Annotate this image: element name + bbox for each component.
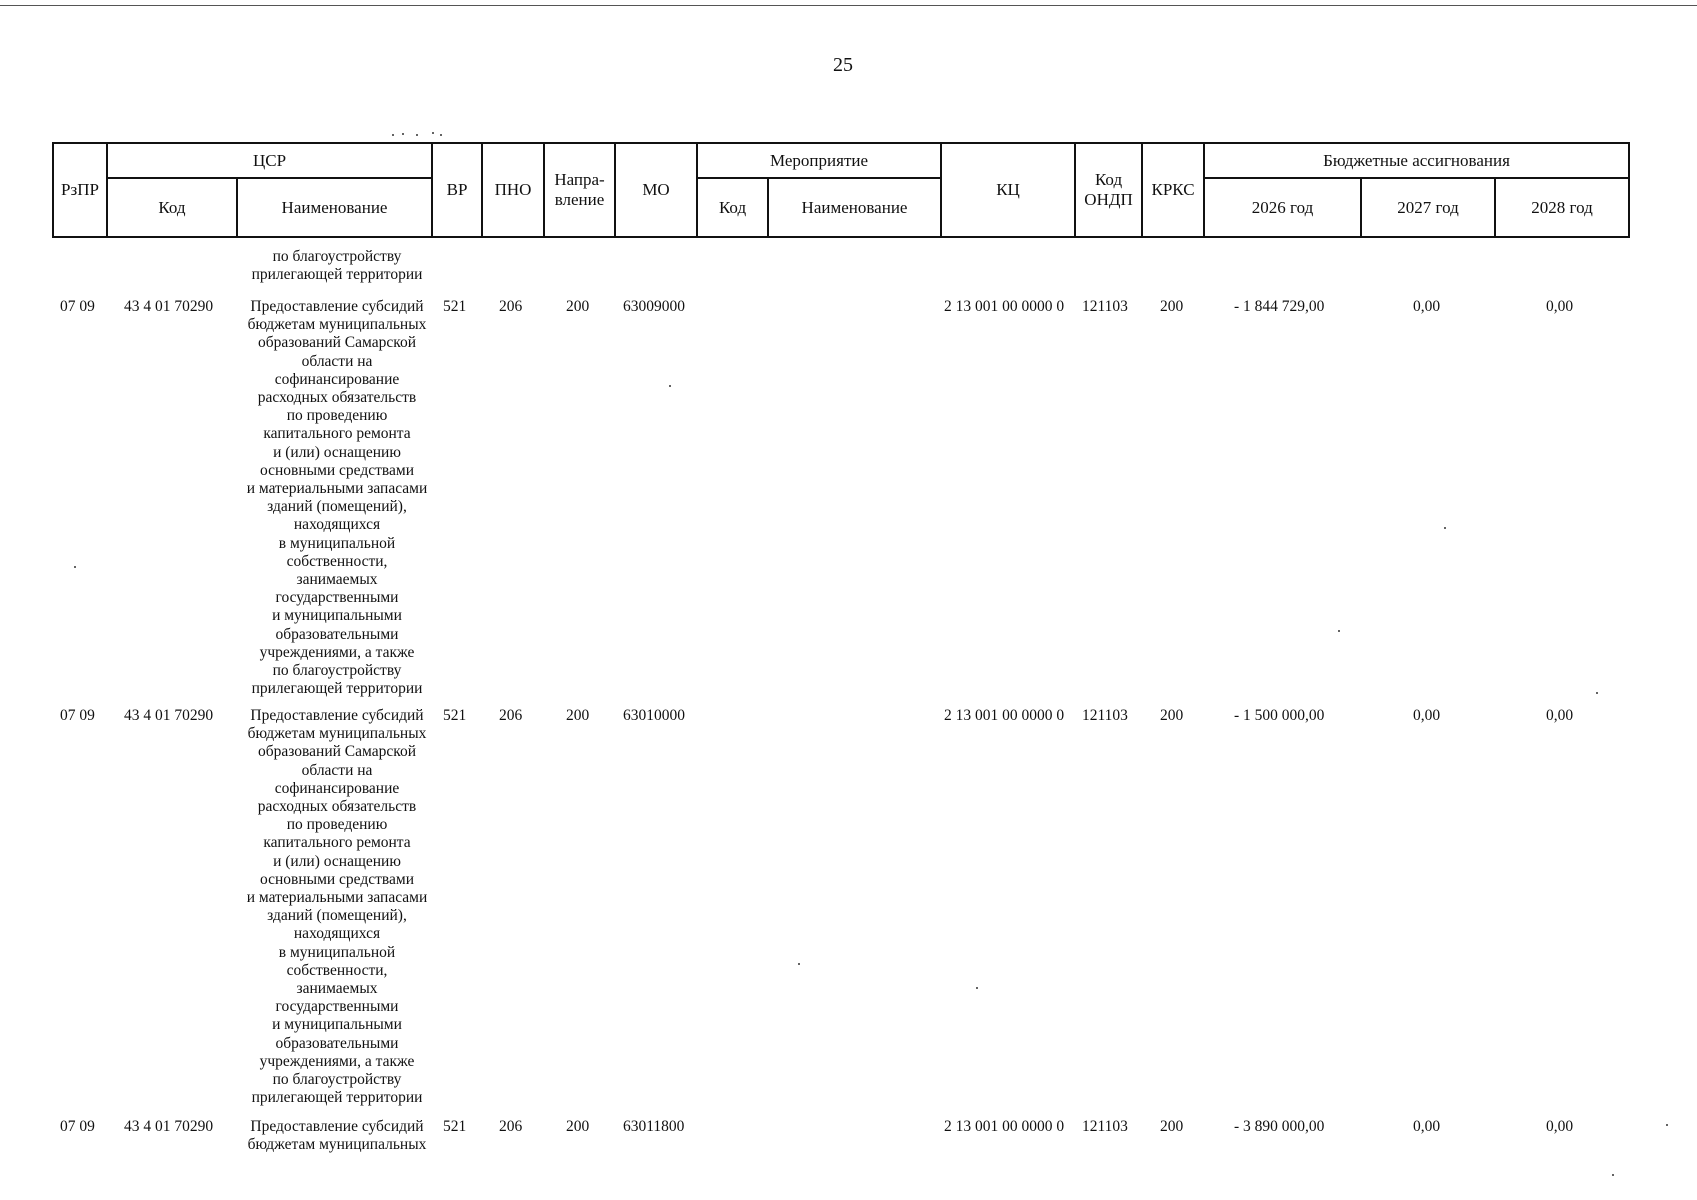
scan-speck — [1444, 527, 1446, 529]
row-pno: 206 — [499, 707, 523, 724]
row-y2028: 0,00 — [1546, 1118, 1574, 1135]
row-kc: 2 13 001 00 0000 0 — [944, 707, 1065, 724]
row-csr-code: 43 4 01 70290 — [124, 1118, 214, 1135]
row-ondp: 121103 — [1082, 298, 1128, 315]
row-name: Предоставление субсидий бюджетам муниципальных образований Самарской области на софинансирование расходных обязательств по проведению капитального ремонта и (или) оснащению основными средствами и материальными запасами зданий (помещений), находящихся в муниципальной собственности, занимаемых государственными и муниципальными образовательными учреждениями, а также по благоустройству прилегающей территории — [246, 298, 428, 698]
header-year-2027: 2027 год — [1361, 178, 1495, 237]
scan-speck — [74, 566, 76, 568]
continuation-name: по благоустройству прилегающей территории — [251, 248, 423, 284]
row-vr: 521 — [443, 1118, 467, 1135]
scan-speck — [798, 963, 800, 965]
scan-speck — [392, 134, 394, 136]
scan-speck — [976, 987, 978, 989]
row-rzpr: 07 09 — [60, 707, 95, 724]
header-year-2026: 2026 год — [1204, 178, 1361, 237]
header-event: Мероприятие — [697, 143, 941, 178]
row-mo: 63009000 — [623, 298, 685, 315]
row-pno: 206 — [499, 298, 523, 315]
row-vr: 521 — [443, 298, 467, 315]
row-direction: 200 — [566, 707, 590, 724]
row-vr: 521 — [443, 707, 467, 724]
header-year-2028: 2028 год — [1495, 178, 1629, 237]
scan-speck — [402, 133, 404, 135]
header-event-code: Код — [697, 178, 768, 237]
row-y2027: 0,00 — [1413, 707, 1441, 724]
row-y2028: 0,00 — [1546, 298, 1574, 315]
row-y2027: 0,00 — [1413, 1118, 1441, 1135]
header-csr: ЦСР — [107, 143, 432, 178]
scan-speck — [669, 385, 671, 387]
row-y2026: - 1 844 729,00 — [1234, 298, 1325, 315]
header-pno: ПНО — [482, 143, 544, 237]
row-kc: 2 13 001 00 0000 0 — [944, 1118, 1065, 1135]
row-krks: 200 — [1160, 707, 1184, 724]
header-rzpr: РзПР — [53, 143, 107, 237]
row-name: Предоставление субсидий бюджетам муниципальных образований Самарской области на софинансирование расходных обязательств по проведению капитального ремонта и (или) оснащению основными средствами и материальными запасами зданий (помещений), находящихся в муниципальной собственности, занимаемых государственными и муниципальными образовательными учреждениями, а также по благоустройству прилегающей территории — [246, 707, 428, 1107]
top-rule — [0, 5, 1697, 6]
row-name: Предоставление субсидий бюджетам муниципальных — [247, 1118, 427, 1154]
header-csr-code: Код — [107, 178, 237, 237]
row-rzpr: 07 09 — [60, 1118, 95, 1135]
header-vr: ВР — [432, 143, 482, 237]
row-krks: 200 — [1160, 298, 1184, 315]
row-rzpr: 07 09 — [60, 298, 95, 315]
scan-speck — [440, 134, 442, 136]
scan-speck — [1612, 1174, 1614, 1176]
row-y2026: - 1 500 000,00 — [1234, 707, 1325, 724]
row-direction: 200 — [566, 298, 590, 315]
header-budget: Бюджетные ассигнования — [1204, 143, 1629, 178]
row-y2028: 0,00 — [1546, 707, 1574, 724]
row-direction: 200 — [566, 1118, 590, 1135]
scan-speck — [1666, 1124, 1668, 1126]
row-csr-code: 43 4 01 70290 — [124, 707, 214, 724]
scan-speck — [1596, 692, 1598, 694]
header-csr-name: Наименование — [237, 178, 432, 237]
page-number: 25 — [833, 54, 853, 76]
scan-speck — [416, 134, 418, 136]
row-y2026: - 3 890 000,00 — [1234, 1118, 1325, 1135]
header-krks: КРКС — [1142, 143, 1204, 237]
scan-speck — [1338, 630, 1340, 632]
table-header — [52, 142, 1630, 238]
row-mo: 63011800 — [623, 1118, 685, 1135]
header-kc: КЦ — [941, 143, 1075, 237]
row-ondp: 121103 — [1082, 707, 1128, 724]
row-csr-code: 43 4 01 70290 — [124, 298, 214, 315]
header-direction: Напра- вление — [544, 143, 615, 237]
header-ondp: Код ОНДП — [1075, 143, 1142, 237]
row-krks: 200 — [1160, 1118, 1184, 1135]
header-mo: МО — [615, 143, 697, 237]
row-ondp: 121103 — [1082, 1118, 1128, 1135]
row-y2027: 0,00 — [1413, 298, 1441, 315]
header-event-name: Наименование — [768, 178, 941, 237]
row-mo: 63010000 — [623, 707, 685, 724]
row-kc: 2 13 001 00 0000 0 — [944, 298, 1065, 315]
scan-speck — [432, 132, 434, 134]
row-pno: 206 — [499, 1118, 523, 1135]
